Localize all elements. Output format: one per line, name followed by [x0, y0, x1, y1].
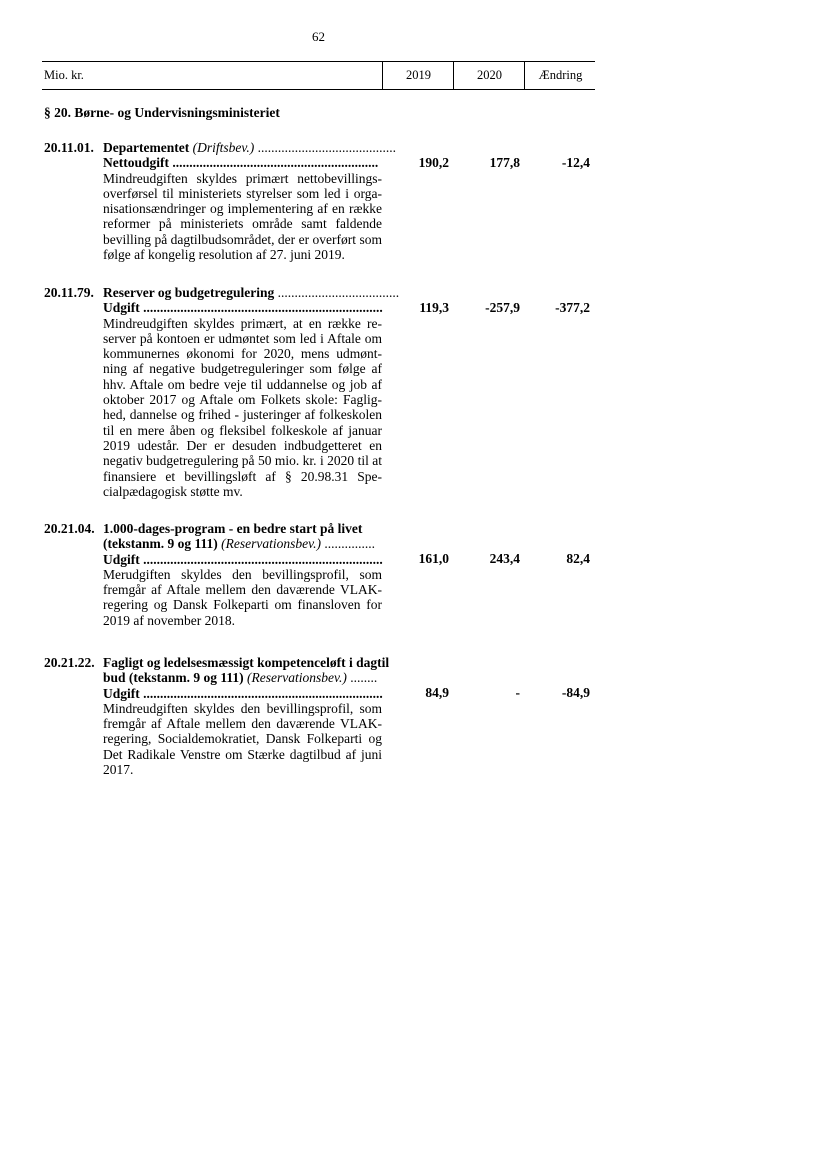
account-code: 20.21.04.	[44, 521, 95, 536]
value-change: -12,4	[561, 155, 590, 170]
column-header-2020: 2020	[453, 62, 525, 89]
entry-line-label: Udgift	[103, 685, 140, 701]
value-2019: 84,9	[425, 685, 449, 700]
entry-title: Departementet	[103, 140, 190, 155]
entry-body: Departementet (Driftsbev.) ......................................... Nettoudgift ............................................................. Mindreudgiften skyldes primært nettobevillingsoverførsel til ministeriets styrelser som led i organisationsændringer og implementering af en række reformer på ministeriets område samt faldende bevilling på dagtilbudsområdet, der er overført som følge af kongelig resolution af 27. juni 2019.	[103, 140, 396, 263]
entry-body: 1.000-dages-program - en bedre start på livet (tekstanm. 9 og 111) (Reservationsbev.) ............... Udgift ....................................................................... Merudgiften skyldes den bevillingsprofil, som fremgår af Aftale mellem den daværende VLAK-regering og Dansk Folkeparti om finansloven for 2019 af november 2018.	[103, 521, 383, 628]
value-2019: 190,2	[418, 155, 449, 170]
entry-title-note: (Driftsbev.)	[192, 140, 255, 155]
column-header-change: Ændring	[524, 62, 596, 89]
value-2019: 119,3	[419, 300, 449, 315]
account-code: 20.11.01.	[44, 140, 94, 155]
entry-line-label: Udgift	[103, 300, 140, 316]
entry-title: Reserver og budgetregulering	[103, 285, 275, 300]
entry-title-note: (Reservationsbev.)	[221, 536, 321, 552]
value-change: -84,9	[561, 685, 590, 700]
section-title: § 20. Børne- og Undervisningsministeriet	[44, 105, 280, 120]
entry-body: Reserver og budgetregulering .................................... Udgift ....................................................................... Mindreudgiften skyldes primært, at en række reserver på kontoen er udmøntet som led i Aftale om kommunernes økonomi for 2020, mens udmøntning af negative budgetreguleringer som følge af hhv. Aftale om bedre veje til uddannelse og job af oktober 2017 og Aftale om Folkets skole: Faglighed, dannelse og frihed - justeringer af folkeskolen til en mere åben og fleksibel folkeskole af januar 2019 udestår. Der er desuden indbudgetteret en negativ budgetregulering på 50 mio. kr. i 2020 til at finansiere et bevillingsløft af § 20.98.31 Specialpædagogisk støtte mv.	[103, 285, 400, 499]
account-code: 20.21.22.	[44, 655, 95, 670]
entry-title: Fagligt og ledelsesmæssigt kompetenceløft i dagtil	[103, 655, 390, 670]
entry-title-note: (Reservationsbev.)	[247, 670, 347, 686]
entry-explanation: Mindreudgiften skyldes den bevillingsprofil, som fremgår af Aftale mellem den daværende VLAK-regering, Socialdemokratiet, Dansk Folkeparti og Det Radikale Venstre om Stærke dagtilbud af juni 2017.	[103, 700, 382, 778]
entry-body: Fagligt og ledelsesmæssigt kompetenceløft i dagtil bud (tekstanm. 9 og 111) (Reservationsbev.) ........ Udgift ....................................................................... Mindreudgiften skyldes den bevillingsprofil, som fremgår af Aftale mellem den daværende VLAK-regering, Socialdemokratiet, Dansk Folkeparti og Det Radikale Venstre om Stærke dagtilbud af juni 2017.	[103, 655, 390, 778]
value-change: 82,4	[566, 551, 590, 566]
account-code: 20.11.79.	[44, 285, 94, 300]
unit-header: Mio. kr.	[44, 68, 84, 82]
value-2020: 243,4	[489, 551, 520, 566]
value-change: -377,2	[555, 300, 590, 315]
table-header	[42, 61, 595, 90]
value-2020: -	[515, 685, 520, 700]
entry-line-label: Udgift	[103, 551, 140, 567]
entry-title-continued: bud (tekstanm. 9 og 111)	[103, 670, 244, 686]
entry-explanation: Mindreudgiften skyldes primært nettobevillingsoverførsel til ministeriets styrelser som led i organisationsændringer og implementering af en række reformer på ministeriets område samt faldende bevilling på dagtilbudsområdet, der er overført som følge af kongelig resolution af 27. juni 2019.	[103, 170, 382, 263]
entry-title-continued: (tekstanm. 9 og 111)	[103, 536, 218, 552]
column-header-2019: 2019	[382, 62, 454, 89]
page-number: 62	[312, 29, 325, 44]
entry-line-label: Nettoudgift	[103, 155, 169, 171]
value-2019: 161,0	[418, 551, 449, 566]
value-2020: 177,8	[489, 155, 520, 170]
entry-explanation: Mindreudgiften skyldes primært, at en række reserver på kontoen er udmøntet som led i Aftale om kommunernes økonomi for 2020, mens udmøntning af negative budgetreguleringer som følge af hhv. Aftale om bedre veje til uddannelse og job af oktober 2017 og Aftale om Folkets skole: Faglighed, dannelse og frihed - justeringer af folkeskolen til en mere åben og fleksibel folkeskole af januar 2019 udestår. Der er desuden indbudgetteret en negativ budgetregulering på 50 mio. kr. i 2020 til at finansiere et bevillingsløft af § 20.98.31 Specialpædagogisk støtte mv.	[103, 315, 382, 499]
value-2020: -257,9	[485, 300, 520, 315]
entry-explanation: Merudgiften skyldes den bevillingsprofil, som fremgår af Aftale mellem den daværende VLAK-regering og Dansk Folkeparti om finansloven for 2019 af november 2018.	[103, 566, 382, 628]
entry-title: 1.000-dages-program - en bedre start på livet	[103, 521, 363, 536]
